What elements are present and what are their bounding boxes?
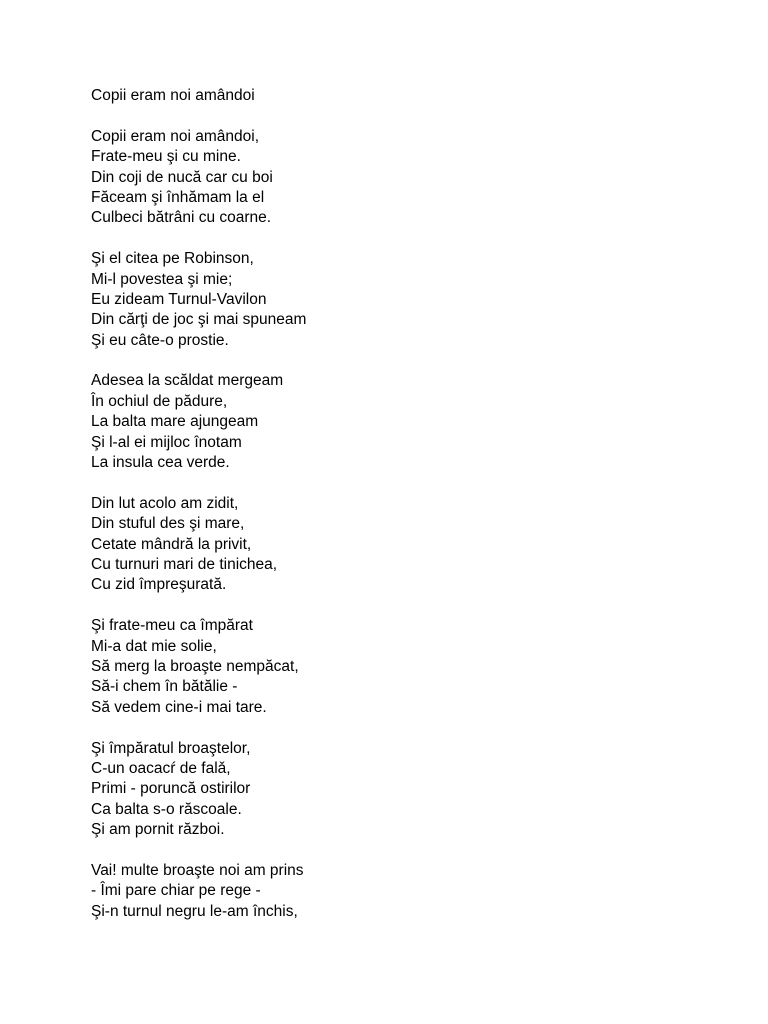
poem-line: Din coji de nucă car cu boi — [91, 168, 273, 186]
poem-line: La balta mare ajungeam — [91, 413, 259, 431]
poem-line: Cetate mândră la privit, — [91, 535, 252, 553]
poem-line: Ca balta s-o răscoale. — [91, 800, 242, 818]
poem-line: Primi - poruncă ostirilor — [91, 780, 251, 798]
poem-line: Culbeci bătrâni cu coarne. — [91, 209, 272, 227]
poem-line: În ochiul de pădure, — [91, 392, 228, 410]
poem-line: Adesea la scăldat mergeam — [91, 372, 284, 390]
poem-line: Să vedem cine-i mai tare. — [91, 698, 267, 716]
poem-line: Eu zideam Turnul-Vavilon — [91, 290, 267, 308]
poem-title: Copii eram noi amândoi — [91, 87, 255, 104]
poem-line: Din cărţi de joc şi mai spuneam — [91, 311, 307, 329]
stanza-1 — [91, 127, 691, 229]
poem-line: Vai! multe broaşte noi am prins — [91, 861, 304, 879]
stanza-2 — [91, 249, 691, 351]
stanza-5 — [91, 616, 691, 718]
poem-line: Cu turnuri mari de tinichea, — [91, 555, 278, 573]
poem-line: Şi-n turnul negru le-am închis, — [91, 902, 298, 920]
poem-line: Din stuful des şi mare, — [91, 515, 245, 533]
poem-line: Făceam şi înhămam la el — [91, 188, 265, 206]
poem-line: Şi eu câte-o prostie. — [91, 331, 229, 349]
stanza-6 — [91, 739, 691, 841]
poem-line: Cu zid împreşurată. — [91, 576, 227, 594]
poem-line: Şi frate-meu ca împărat — [91, 617, 253, 635]
poem-line: - Îmi pare chiar pe rege - — [91, 882, 261, 900]
poem-line: Şi am pornit război. — [91, 821, 225, 839]
poem-line: Mi-l povestea şi mie; — [91, 270, 233, 288]
poem-line: Şi l-al ei mijloc înotam — [91, 433, 242, 451]
poem — [91, 86, 691, 922]
stanza-7 — [91, 861, 691, 922]
poem-line: Din lut acolo am zidit, — [91, 494, 239, 512]
poem-line: Şi el citea pe Robinson, — [91, 250, 254, 268]
poem-line: La insula cea verde. — [91, 454, 230, 472]
poem-line: Să merg la broaşte nempăcat, — [91, 657, 299, 675]
stanza-3 — [91, 371, 691, 473]
stanza-4 — [91, 494, 691, 596]
poem-line: Să-i chem în bătălie - — [91, 678, 238, 696]
poem-line: Mi-a dat mie solie, — [91, 637, 217, 655]
poem-line: Copii eram noi amândoi, — [91, 127, 260, 145]
poem-line: C-un oacacŕ de falǎ, — [91, 759, 231, 777]
poem-line: Şi împăratul broaştelor, — [91, 739, 251, 757]
poem-line: Frate-meu şi cu mine. — [91, 148, 241, 166]
